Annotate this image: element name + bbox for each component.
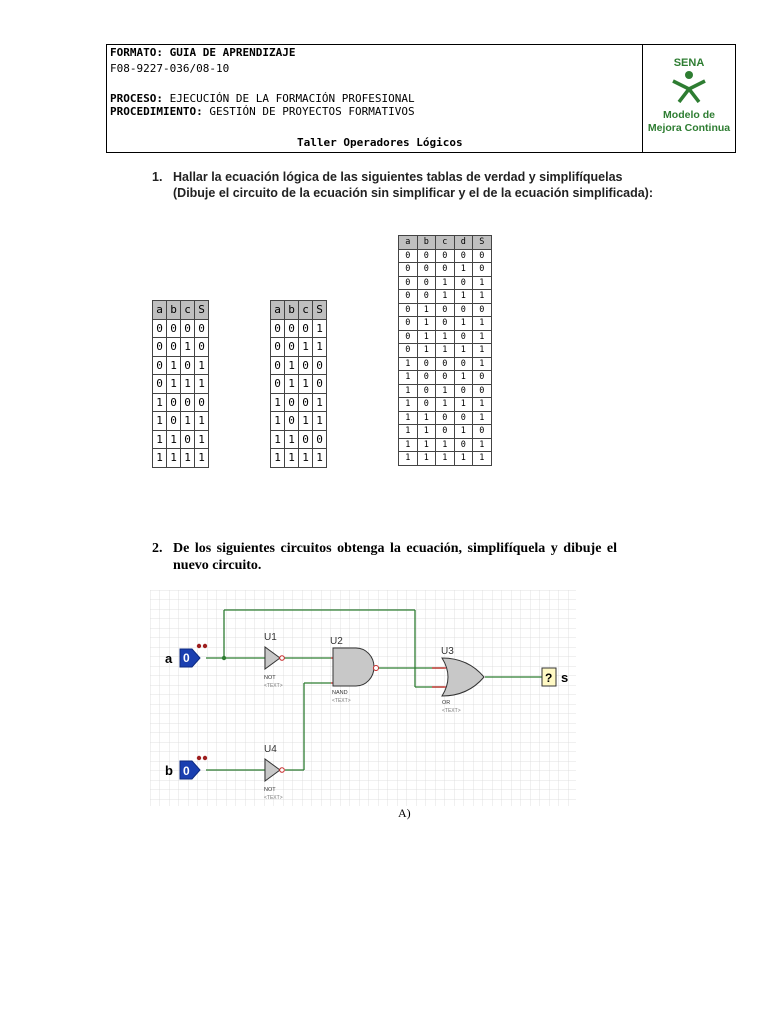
table-cell: 1 [399, 438, 418, 452]
u3-text: <TEXT> [442, 708, 461, 714]
table-cell: 0 [195, 393, 209, 412]
table-cell: 1 [285, 449, 299, 468]
table-cell: 0 [454, 249, 473, 263]
table-cell: 1 [399, 411, 418, 425]
question2-line1: De los siguientes circuitos obtenga la ecuación, simplifíquela y dibuje el [173, 541, 618, 556]
table-row [153, 319, 209, 338]
table-cell: 0 [399, 317, 418, 331]
table-cell: 0 [454, 330, 473, 344]
table-row [271, 449, 327, 468]
table-cell: 0 [454, 384, 473, 398]
table-cell: 0 [454, 303, 473, 317]
table-cell: 0 [436, 411, 455, 425]
table-row [399, 425, 492, 439]
table-row [399, 452, 492, 466]
table-cell: 0 [299, 430, 313, 449]
table-cell: 0 [153, 356, 167, 375]
table-cell: 1 [473, 357, 492, 371]
table-row [399, 263, 492, 277]
input-a-label: a [165, 651, 173, 666]
u2-name: U2 [330, 636, 343, 647]
table-cell: 1 [271, 412, 285, 431]
question1-number: 1. [152, 170, 163, 184]
table-cell: 1 [153, 393, 167, 412]
table-cell: 0 [454, 276, 473, 290]
table-row [271, 356, 327, 375]
table-cell: 0 [436, 249, 455, 263]
sena-logo [643, 45, 735, 152]
table-cell: 0 [417, 398, 436, 412]
taller-title: Taller Operadores Lógicos [297, 136, 463, 149]
table-cell: 1 [473, 452, 492, 466]
table-cell: 0 [417, 276, 436, 290]
table-header-row [399, 236, 492, 250]
table-cell: 0 [313, 356, 327, 375]
table-cell: 1 [271, 449, 285, 468]
table-cell: 0 [271, 375, 285, 394]
table-row [399, 398, 492, 412]
table-cell: 1 [313, 338, 327, 357]
logo-brand: SENA [673, 57, 705, 69]
table-cell: 0 [454, 438, 473, 452]
table-header-cell: d [454, 236, 473, 250]
table-cell: 1 [195, 449, 209, 468]
table-cell: 1 [153, 430, 167, 449]
table-cell: 0 [417, 249, 436, 263]
u4-type: NOT [264, 787, 276, 793]
table-cell: 1 [399, 384, 418, 398]
table-cell: 0 [399, 249, 418, 263]
table-cell: 0 [436, 317, 455, 331]
table-cell: 1 [473, 411, 492, 425]
table-cell: 1 [436, 290, 455, 304]
table-row [153, 412, 209, 431]
table-cell: 1 [271, 393, 285, 412]
output-probe[interactable] [542, 668, 556, 686]
table-cell: 0 [454, 357, 473, 371]
table-cell: 1 [436, 438, 455, 452]
table-cell: 1 [454, 425, 473, 439]
table-cell: 0 [181, 319, 195, 338]
table-cell: 1 [417, 438, 436, 452]
table-cell: 1 [313, 319, 327, 338]
table-row [399, 249, 492, 263]
table-row [399, 276, 492, 290]
table-cell: 0 [473, 263, 492, 277]
table-cell: 1 [285, 356, 299, 375]
table-cell: 0 [285, 338, 299, 357]
table-cell: 1 [399, 398, 418, 412]
table-cell: 0 [473, 425, 492, 439]
table-cell: 1 [195, 356, 209, 375]
table-cell: 1 [473, 276, 492, 290]
table-row [271, 319, 327, 338]
table-cell: 1 [313, 449, 327, 468]
u4-name: U4 [264, 744, 277, 755]
table-cell: 1 [473, 398, 492, 412]
input-b-label: b [165, 763, 173, 778]
table-cell: 1 [417, 344, 436, 358]
u1-text: <TEXT> [264, 683, 283, 689]
table-cell: 0 [399, 290, 418, 304]
table-cell: 1 [454, 398, 473, 412]
table-row [399, 411, 492, 425]
question1-line2: (Dibuje el circuito de la ecuación sin simplificar y el de la ecuación simplificada): [173, 186, 654, 200]
table-cell: 0 [167, 338, 181, 357]
format-code: F08-9227-036/08-10 [110, 62, 230, 75]
table-header-cell: S [195, 301, 209, 320]
table-cell: 0 [271, 356, 285, 375]
table-cell: 0 [167, 393, 181, 412]
procedimiento-line: PROCEDIMIENTO: GESTIÓN DE PROYECTOS FORMATIVOS [110, 105, 415, 118]
table-row [271, 338, 327, 357]
table-cell: 1 [313, 393, 327, 412]
table-cell: 1 [417, 411, 436, 425]
question2-number: 2. [152, 541, 163, 556]
output-probe-value: ? [545, 671, 553, 685]
table-cell: 1 [399, 357, 418, 371]
table-cell: 1 [167, 430, 181, 449]
table-row [399, 330, 492, 344]
table-cell: 1 [436, 276, 455, 290]
table-cell: 1 [299, 412, 313, 431]
table-cell: 0 [436, 357, 455, 371]
table-row [153, 375, 209, 394]
table-header-cell: S [313, 301, 327, 320]
table-cell: 1 [195, 430, 209, 449]
u3-type: OR [442, 700, 451, 706]
table-row [153, 356, 209, 375]
table-cell: 1 [473, 438, 492, 452]
table-cell: 1 [454, 371, 473, 385]
table-header-row [153, 301, 209, 320]
table-cell: 0 [473, 384, 492, 398]
question2-line2: nuevo circuito. [173, 558, 262, 573]
table-cell: 1 [153, 449, 167, 468]
table-row [399, 344, 492, 358]
table-cell: 0 [285, 412, 299, 431]
table-cell: 0 [473, 371, 492, 385]
table-cell: 1 [436, 384, 455, 398]
table-cell: 0 [399, 344, 418, 358]
table-cell: 0 [299, 393, 313, 412]
table-cell: 0 [417, 357, 436, 371]
table-header-cell: c [436, 236, 455, 250]
table-row [271, 412, 327, 431]
table-row [271, 393, 327, 412]
table-cell: 1 [181, 375, 195, 394]
table-header-cell: a [399, 236, 418, 250]
table-cell: 0 [195, 338, 209, 357]
table-cell: 1 [271, 430, 285, 449]
table-cell: 0 [285, 319, 299, 338]
document-header [106, 44, 736, 153]
table-cell: 0 [436, 263, 455, 277]
logic-circuit-diagram [150, 590, 576, 806]
table-cell: 1 [285, 430, 299, 449]
table-cell: 1 [167, 449, 181, 468]
table-cell: 0 [153, 338, 167, 357]
table-row [399, 371, 492, 385]
table-cell: 1 [299, 449, 313, 468]
table-cell: 0 [153, 375, 167, 394]
table-row [271, 430, 327, 449]
table-header-cell: b [285, 301, 299, 320]
table-cell: 1 [473, 344, 492, 358]
table-cell: 0 [299, 356, 313, 375]
truth-table-3 [398, 235, 492, 466]
table-cell: 0 [299, 319, 313, 338]
table-cell: 0 [436, 303, 455, 317]
table-cell: 0 [454, 411, 473, 425]
table-cell: 0 [271, 319, 285, 338]
table-cell: 1 [473, 290, 492, 304]
output-label: s [561, 670, 569, 685]
proceso-line: PROCESO: EJECUCIÓN DE LA FORMACIÓN PROFESIONAL [110, 92, 415, 105]
table-row [399, 290, 492, 304]
table-cell: 1 [195, 375, 209, 394]
u2-type: NAND [332, 690, 348, 696]
table-cell: 0 [153, 319, 167, 338]
table-cell: 1 [436, 452, 455, 466]
table-header-row [271, 301, 327, 320]
table-row [399, 384, 492, 398]
input-a-value: 0 [183, 651, 190, 665]
grid-background [150, 590, 576, 806]
table-row [399, 438, 492, 452]
table-header-cell: b [417, 236, 436, 250]
table-cell: 0 [313, 430, 327, 449]
table-cell: 0 [285, 393, 299, 412]
input-b-value: 0 [183, 764, 190, 778]
table-cell: 0 [399, 303, 418, 317]
table-cell: 1 [167, 375, 181, 394]
table-row [153, 449, 209, 468]
u1-type: NOT [264, 675, 276, 681]
table-cell: 0 [473, 249, 492, 263]
truth-table-2 [270, 300, 327, 468]
table-cell: 1 [181, 449, 195, 468]
table-cell: 0 [399, 276, 418, 290]
table-row [153, 338, 209, 357]
table-row [153, 393, 209, 412]
table-cell: 1 [285, 375, 299, 394]
u2-text: <TEXT> [332, 698, 351, 704]
table-cell: 1 [454, 317, 473, 331]
u1-name: U1 [264, 632, 277, 643]
table-cell: 1 [195, 412, 209, 431]
table-cell: 0 [181, 393, 195, 412]
table-cell: 0 [417, 263, 436, 277]
table-cell: 1 [436, 330, 455, 344]
table-cell: 1 [153, 412, 167, 431]
table-cell: 0 [473, 303, 492, 317]
table-cell: 1 [181, 338, 195, 357]
header-info [107, 45, 643, 152]
table-header-cell: a [271, 301, 285, 320]
table-cell: 0 [399, 330, 418, 344]
table-cell: 0 [313, 375, 327, 394]
table-cell: 1 [299, 375, 313, 394]
table-cell: 1 [454, 290, 473, 304]
table-cell: 1 [417, 452, 436, 466]
table-cell: 0 [181, 356, 195, 375]
table-cell: 1 [417, 425, 436, 439]
table-cell: 1 [454, 344, 473, 358]
table-cell: 1 [454, 263, 473, 277]
table-cell: 0 [436, 425, 455, 439]
formato-line: FORMATO: GUIA DE APRENDIZAJE [110, 46, 296, 59]
table-cell: 1 [436, 398, 455, 412]
table-row [399, 357, 492, 371]
truth-table-1 [152, 300, 209, 468]
circuit-caption: A) [398, 806, 411, 820]
table-cell: 1 [181, 412, 195, 431]
table-cell: 1 [399, 371, 418, 385]
table-row [399, 317, 492, 331]
table-header-cell: b [167, 301, 181, 320]
table-cell: 1 [417, 303, 436, 317]
table-header-cell: c [181, 301, 195, 320]
table-header-cell: c [299, 301, 313, 320]
table-cell: 0 [271, 338, 285, 357]
table-cell: 0 [417, 371, 436, 385]
logo-line1: Modelo de [663, 109, 715, 121]
table-cell: 1 [299, 338, 313, 357]
table-cell: 1 [454, 452, 473, 466]
table-row [399, 303, 492, 317]
table-cell: 0 [417, 290, 436, 304]
table-cell: 0 [167, 319, 181, 338]
table-cell: 1 [399, 452, 418, 466]
table-cell: 1 [399, 425, 418, 439]
table-header-cell: a [153, 301, 167, 320]
u3-name: U3 [441, 646, 454, 657]
table-cell: 1 [417, 330, 436, 344]
table-cell: 1 [436, 344, 455, 358]
table-cell: 0 [167, 412, 181, 431]
table-row [271, 375, 327, 394]
table-header-cell: S [473, 236, 492, 250]
junction-node [222, 656, 226, 660]
u4-text: <TEXT> [264, 795, 283, 801]
table-cell: 1 [473, 317, 492, 331]
table-cell: 1 [473, 330, 492, 344]
sena-person-icon [671, 69, 707, 103]
table-cell: 0 [195, 319, 209, 338]
table-cell: 1 [167, 356, 181, 375]
table-cell: 0 [436, 371, 455, 385]
table-row [153, 430, 209, 449]
table-cell: 0 [399, 263, 418, 277]
table-cell: 0 [417, 384, 436, 398]
table-cell: 1 [417, 317, 436, 331]
logo-line2: Mejora Continua [647, 122, 731, 134]
table-cell: 1 [313, 412, 327, 431]
question1-line1: Hallar la ecuación lógica de las siguientes tablas de verdad y simplifíquelas [173, 170, 623, 184]
table-cell: 0 [181, 430, 195, 449]
